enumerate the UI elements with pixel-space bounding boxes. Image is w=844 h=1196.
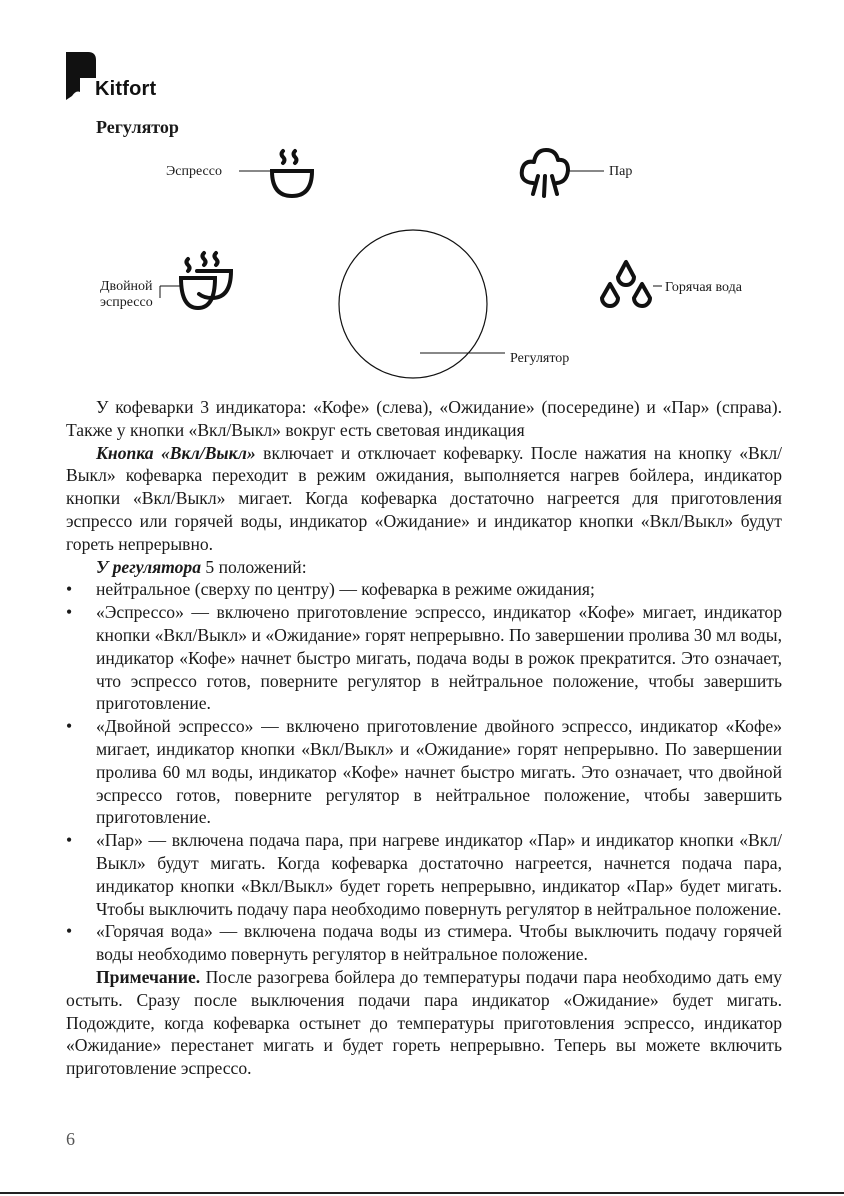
list-item-text: «Двойной эспрессо» — включено приготовление двойного эспрессо, индикатор «Кофе» мигает, индикатор кнопки «Вкл/Выкл» и «Ожидание» горят непрерывно. По завершении пролива 60 мл воды, индикатор «Кофе» начнет быстро мигать. Это означает, что двойной эспрессо готов, поверните регулятор в нейтральное положение, чтобы завершить приготовление. — [96, 716, 782, 828]
list-item — [66, 601, 782, 715]
double-espresso-label-line2: эспрессо — [100, 295, 153, 310]
list-item-text: «Пар» — включена подача пара, при нагреве индикатор «Пар» и индикатор кнопки «Вкл/Выкл» будут мигать. Когда кофеварка достаточно нагреется, начнется подача пара, индикатор кнопки «Вкл/Выкл» будет гореть непрерывно, индикатор «Пар» будет мигать. Чтобы выключить подачу пара необходимо повернуть регулятор в нейтральное положение. — [96, 830, 782, 919]
bullet: • — [66, 579, 73, 600]
instruction-text — [66, 396, 782, 1080]
note-term: Примечание. — [96, 966, 201, 987]
bullet: • — [66, 830, 73, 851]
espresso-cup-icon — [272, 151, 312, 196]
list-item — [66, 578, 782, 601]
list-item — [66, 829, 782, 920]
steam-cloud-icon — [522, 150, 568, 196]
section-heading: Регулятор — [96, 117, 179, 137]
hot-water-label: Горячая вода — [665, 280, 742, 295]
regulator-diagram — [0, 140, 844, 380]
note-paragraph — [66, 966, 782, 1080]
bullet: • — [66, 716, 73, 737]
bullet: • — [66, 921, 73, 942]
list-item — [66, 920, 782, 966]
bottom-rule — [0, 1192, 844, 1194]
positions-list — [66, 578, 782, 966]
regulator-paragraph — [66, 556, 782, 579]
list-item-text: нейтральное (сверху по центру) — кофеварка в режиме ожидания; — [96, 579, 595, 600]
regulator-description: 5 положений: — [201, 556, 307, 577]
double-espresso-label-line1: Двойной — [100, 279, 153, 294]
page-number: 6 — [66, 1129, 75, 1149]
indicators-paragraph: У кофеварки 3 индикатора: «Кофе» (слева), «Ожидание» (посередине) и «Пар» (справа). Также у кнопки «Вкл/Выкл» вокруг есть световая индикация — [66, 397, 782, 440]
espresso-label: Эспрессо — [166, 164, 222, 179]
power-button-description: включает и отключает кофеварку. После нажатия на кнопку «Вкл/Выкл» кофеварка переходит в режим ожидания, выполняется нагрев бойлера, индикатор кнопки «Вкл/Выкл» мигает. Когда кофеварка достаточно нагреется для приготовления эспрессо или горячей воды, индикатор «Ожидание» и индикатор кнопки «Вкл/Выкл» будут гореть непрерывно. — [66, 442, 782, 554]
list-item-text: «Горячая вода» — включена подача воды из стимера. Чтобы выключить подачу горячей воды необходимо повернуть регулятор в нейтральное положение. — [96, 921, 782, 965]
power-button-term: Кнопка «Вкл/Выкл» — [96, 442, 256, 463]
bullet: • — [66, 602, 73, 623]
note-description: После разогрева бойлера до температуры подачи пара необходимо дать ему остыть. Сразу после выключения подачи пара индикатор «Ожидание» будет мигать. Подождите, когда кофеварка остынет до температуры приготовления эспрессо, индикатор «Ожидание» перестанет мигать и будет гореть непрерывно. Теперь вы можете включить приготовление эспрессо. — [66, 966, 782, 1079]
double-espresso-icon — [181, 253, 231, 308]
brand-name: Kitfort — [95, 78, 157, 100]
regulator-knob — [339, 230, 487, 378]
regulator-label: Регулятор — [510, 351, 570, 366]
list-item-text: «Эспрессо» — включено приготовление эспрессо, индикатор «Кофе» мигает, индикатор кнопки «Вкл/Выкл» и «Ожидание» горят непрерывно. По завершении пролива 30 мл воды, индикатор «Кофе» начнет быстро мигать, подача воды в рожок прекратится. Это означает, что эспрессо готов, поверните регулятор в нейтральное положение, чтобы завершить приготовление. — [96, 602, 782, 714]
list-item — [66, 715, 782, 829]
regulator-term: У регулятора — [96, 556, 202, 577]
power-button-paragraph — [66, 442, 782, 556]
hot-water-drops-icon — [602, 262, 650, 306]
steam-label: Пар — [609, 164, 633, 179]
kitfort-logo-mark-icon — [66, 52, 96, 100]
